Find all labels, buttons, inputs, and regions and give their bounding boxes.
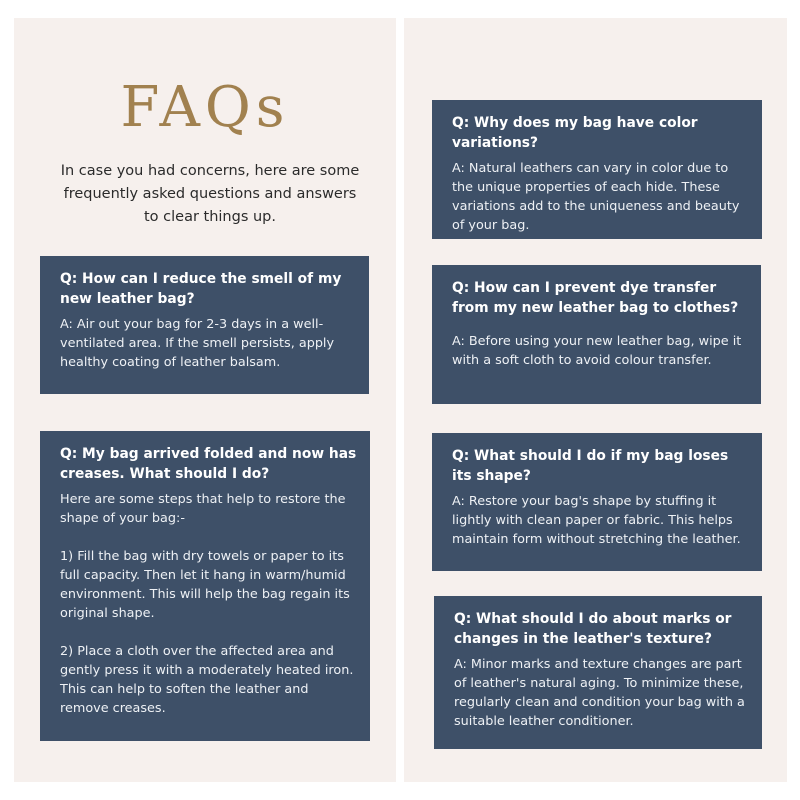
faq-question: Q: What should I do about marks or changes in the leather's texture?	[454, 611, 732, 647]
faq-card-marks-texture	[434, 596, 762, 749]
faq-card-creases	[40, 431, 370, 741]
faq-question: Q: How can I prevent dye transfer from my new leather bag to clothes?	[452, 280, 739, 316]
page-title: FAQs	[120, 75, 290, 140]
faq-question: Q: How can I reduce the smell of my new leather bag?	[60, 271, 342, 307]
faq-answer: A: Before using your new leather bag, wipe it with a soft cloth to avoid colour transfer.	[452, 334, 742, 368]
faq-card-dye-transfer	[432, 265, 761, 404]
faq-question: Q: What should I do if my bag loses its shape?	[452, 448, 729, 484]
faq-answer: Here are some steps that help to restore the shape of your bag:- 1) Fill the bag with dry towels or paper to its full capacity. Then let it hang in warm/humid environment. This will help the bag regain its original shape. 2) Place a cloth over the affected area and gently press it with a moderately heated iron. This can help to soften the leather and remove creases.	[60, 492, 354, 716]
faq-answer: A: Air out your bag for 2-3 days in a well-ventilated area. If the smell persists, apply healthy coating of leather balsam.	[60, 317, 335, 370]
faq-answer: A: Restore your bag's shape by stuffing it lightly with clean paper or fabric. This helps maintain form without stretching the leather.	[452, 494, 741, 547]
faq-answer: A: Natural leathers can vary in color due to the unique properties of each hide. These variations add to the uniqueness and beauty of your bag.	[452, 161, 740, 233]
faq-question: Q: My bag arrived folded and now has creases. What should I do?	[60, 446, 357, 482]
faq-card-color-variations	[432, 100, 762, 239]
faq-answer: A: Minor marks and texture changes are part of leather's natural aging. To minimize these, regularly clean and condition your bag with a suitable leather conditioner.	[454, 657, 745, 729]
faq-card-reduce-smell	[40, 256, 369, 394]
faq-question: Q: Why does my bag have color variations?	[452, 115, 698, 151]
faq-card-lost-shape	[432, 433, 762, 571]
intro-text: In case you had concerns, here are some frequently asked questions and answers to clear things up.	[60, 163, 360, 225]
